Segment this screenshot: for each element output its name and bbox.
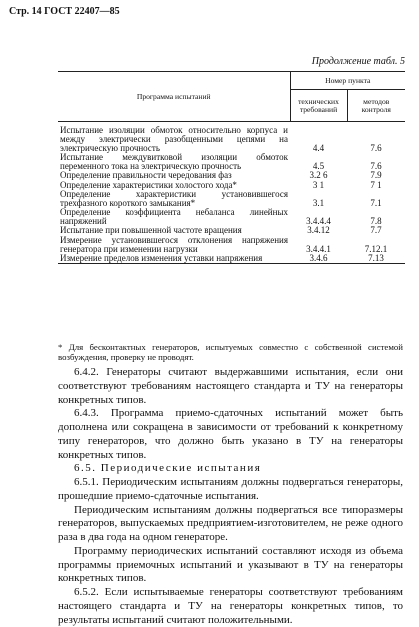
table-row	[58, 254, 405, 264]
test-name: Определение правильности чередования фаз	[60, 170, 232, 181]
table-row	[58, 208, 405, 226]
page-header: Стр. 14 ГОСТ 22407—85	[9, 6, 120, 17]
method-item: 7.12.1	[364, 243, 388, 254]
method-item: 7.7	[370, 225, 382, 236]
method-item: 7.8	[370, 216, 382, 227]
test-name: Измерение установившегося отклонения напряжения генератора при изменении нагрузки	[60, 234, 288, 254]
method-item: 7.13	[347, 254, 405, 264]
paragraph-periodic-program: Программу периодических испытаний составляют исходя из объема программы приемочных испытаний и указывают в ТУ на генераторы конкретных типов.	[58, 544, 403, 585]
test-name: Испытание при повышенной частоте вращения	[60, 225, 242, 236]
tech-item: 3.4.4.4	[306, 216, 331, 227]
test-program-table	[58, 71, 405, 264]
paragraph-6-4-3: 6.4.3. Программа приемо-сдаточных испытаний может быть дополнена или сокращена в зависимости от требований к конкретному типу генераторов, что должно быть указано в ТУ на генераторы конкретных типов.	[58, 407, 403, 461]
table-row	[58, 126, 405, 154]
col-header-item-number: Номер пункта	[290, 72, 405, 90]
method-item: 7 1	[370, 179, 382, 190]
test-name: Испытание междувитковой изоляции обмоток переменного тока на электрическую прочность	[60, 152, 288, 172]
test-name: Определение характеристики холостого хода*	[60, 179, 237, 190]
main-text	[58, 366, 403, 627]
method-item: 7.6	[370, 142, 382, 153]
tech-item: 3.4.6	[290, 254, 347, 264]
method-item: 7.6	[370, 161, 382, 172]
tech-item: 3.2 6	[309, 170, 328, 181]
table-continuation-label: Продолжение табл. 5	[311, 56, 405, 67]
table-footnote: * Для бесконтактных генераторов, испытуемых совместно с собственной системой возбуждения, проверку не проводят.	[58, 342, 403, 363]
tech-item: 4.5	[312, 161, 325, 172]
method-item: 7.9	[370, 170, 382, 181]
section-title-6-5: 6.5. Периодические испытания	[74, 462, 262, 475]
col-header-program: Программа испытаний	[58, 72, 290, 122]
test-name: Определение коэффициента небаланса линейных напряжений	[60, 207, 288, 227]
test-name: Измерение пределов изменения уставки напряжения	[58, 254, 290, 264]
col-header-tech-requirements: технических требований	[290, 90, 347, 122]
paragraph-periodic-scope: Периодическим испытаниям должны подвергаться все типоразмеры генераторов, выпускаемых предприятием-изготовителем, не реже одного раза в два года на одном генераторе.	[58, 503, 403, 543]
table-row	[58, 153, 405, 171]
method-item: 7.1	[370, 197, 382, 208]
tech-item: 3.1	[312, 197, 325, 208]
tech-item: 3.4.4.1	[306, 243, 331, 254]
table-row	[58, 190, 405, 208]
col-header-control-methods: методов контроля	[347, 90, 405, 122]
tech-item: 3.4.12	[307, 225, 330, 236]
paragraph-6-5-1: 6.5.1. Периодическим испытаниям должны подвергаться генераторы, прошедшие приемо-сдаточные испытания.	[58, 476, 403, 502]
table-row	[58, 236, 405, 254]
tech-item: 3 1	[312, 179, 325, 190]
paragraph-6-4-2: 6.4.2. Генераторы считают выдержавшими испытания, если они соответствуют требованиям настоящего стандарта и ТУ на генераторы конкретных типов.	[58, 366, 403, 406]
paragraph-6-5-2: 6.5.2. Если испытываемые генераторы соответствуют требованиям настоящего стандарта и ТУ на генераторы конкретных типов, то результаты испытаний считают положительными.	[58, 586, 403, 626]
test-name: Определение характеристики установившегося трехфазного короткого замыкания*	[60, 188, 288, 208]
test-name: Испытание изоляции обмоток относительно корпуса и между электрически разобщенными цепями на электрическую прочность	[60, 124, 288, 153]
tech-item: 4.4	[312, 142, 325, 153]
